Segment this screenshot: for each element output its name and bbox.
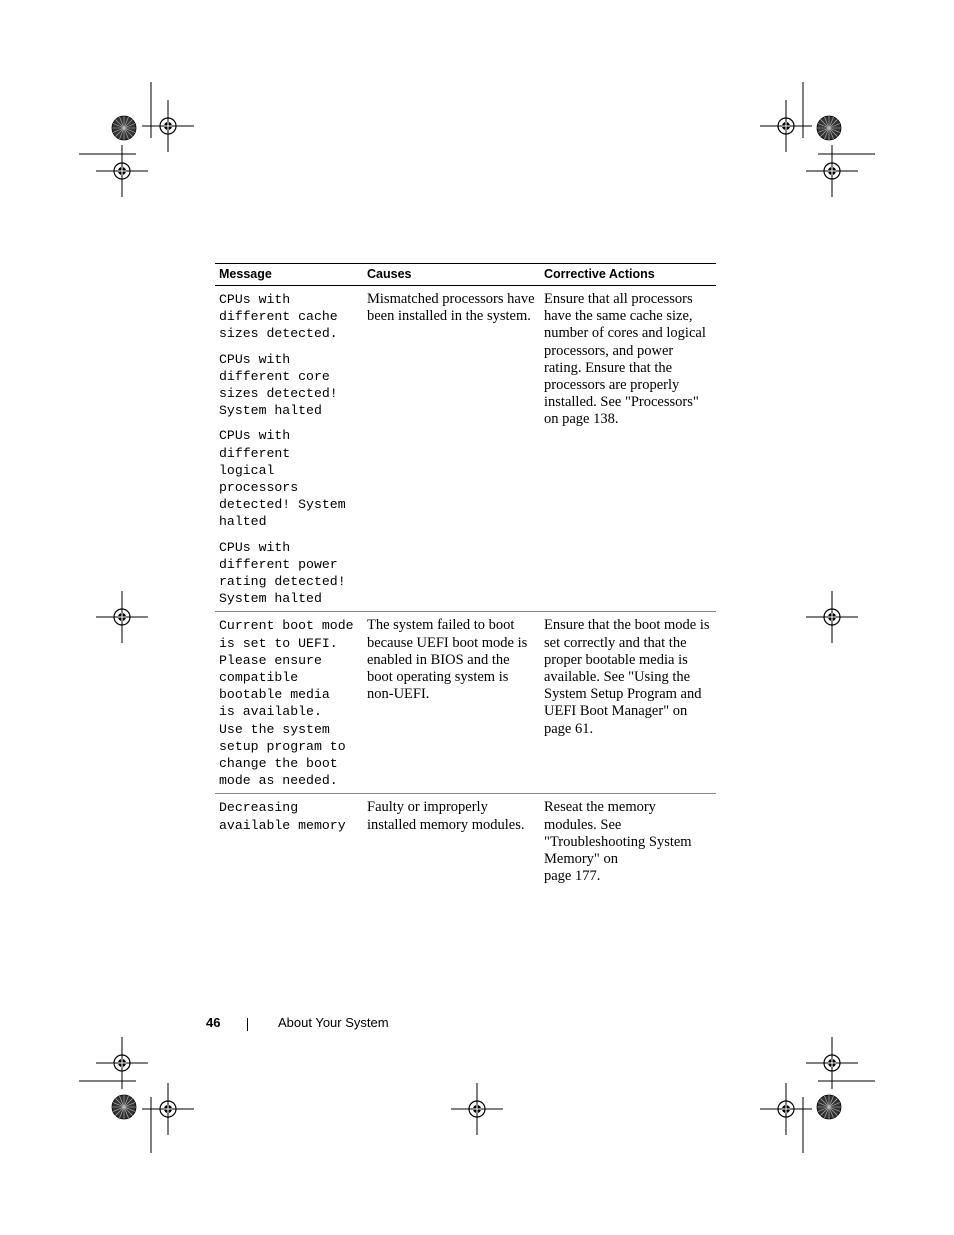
star-target-icon [112,1095,136,1119]
header-corrective-actions: Corrective Actions [540,264,716,286]
message-text: CPUs with different power rating detected! System halted [219,539,346,607]
message-text: CPUs with different core sizes detected! System halted [219,351,338,419]
header-message: Message [215,264,363,286]
action-cell: Reseat the memory modules. See "Troubleshooting System Memory" on page 177. [540,794,716,896]
table-header-row [215,264,716,286]
registration-mark-icon [142,1083,194,1135]
registration-mark-icon [806,145,858,197]
footer-divider [247,1018,248,1031]
action-cell: Ensure that all processors have the same cache size, number of cores and logical processors, and power rating. Ensure that the processors are properly installed. See "Processors" on page 138. [544,291,706,428]
message-cell [215,612,363,794]
star-target-icon [112,116,136,140]
cause-cell: The system failed to boot because UEFI boot mode is enabled in BIOS and the boot operating system is non-UEFI. [363,612,540,794]
header-causes: Causes [363,264,540,286]
message-text: Decreasing available memory [219,800,346,833]
system-messages-table [215,263,716,896]
message-cell [215,794,363,896]
registration-mark-icon [96,145,148,197]
table-row [215,794,716,896]
registration-mark-icon [760,100,812,152]
cause-cell: Mismatched processors have been installed in the system. [367,291,535,325]
page-number: 46 [206,1015,221,1030]
table-row [215,612,716,794]
registration-mark-icon [451,1083,503,1135]
section-title: About Your System [278,1015,389,1030]
registration-mark-icon [806,591,858,643]
message-text: Current boot mode is set to UEFI. Please ensure compatible bootable media is available. Use the system setup program to change the boot mode as needed. [219,618,354,789]
action-cell: Ensure that the boot mode is set correctly and that the proper bootable media is available. See "Using the System Setup Program and UEFI Boot Manager" on page 61. [540,612,716,794]
registration-mark-icon [96,591,148,643]
message-text: CPUs with different cache sizes detected. [219,292,338,342]
star-target-icon [817,116,841,140]
star-target-icon [817,1095,841,1119]
table-row [215,286,716,612]
message-cell [215,286,363,612]
cause-cell: Faulty or improperly installed memory modules. [363,794,540,896]
registration-mark-icon [760,1083,812,1135]
message-text: CPUs with different logical processors detected! System halted [219,428,346,530]
registration-mark-icon [142,100,194,152]
